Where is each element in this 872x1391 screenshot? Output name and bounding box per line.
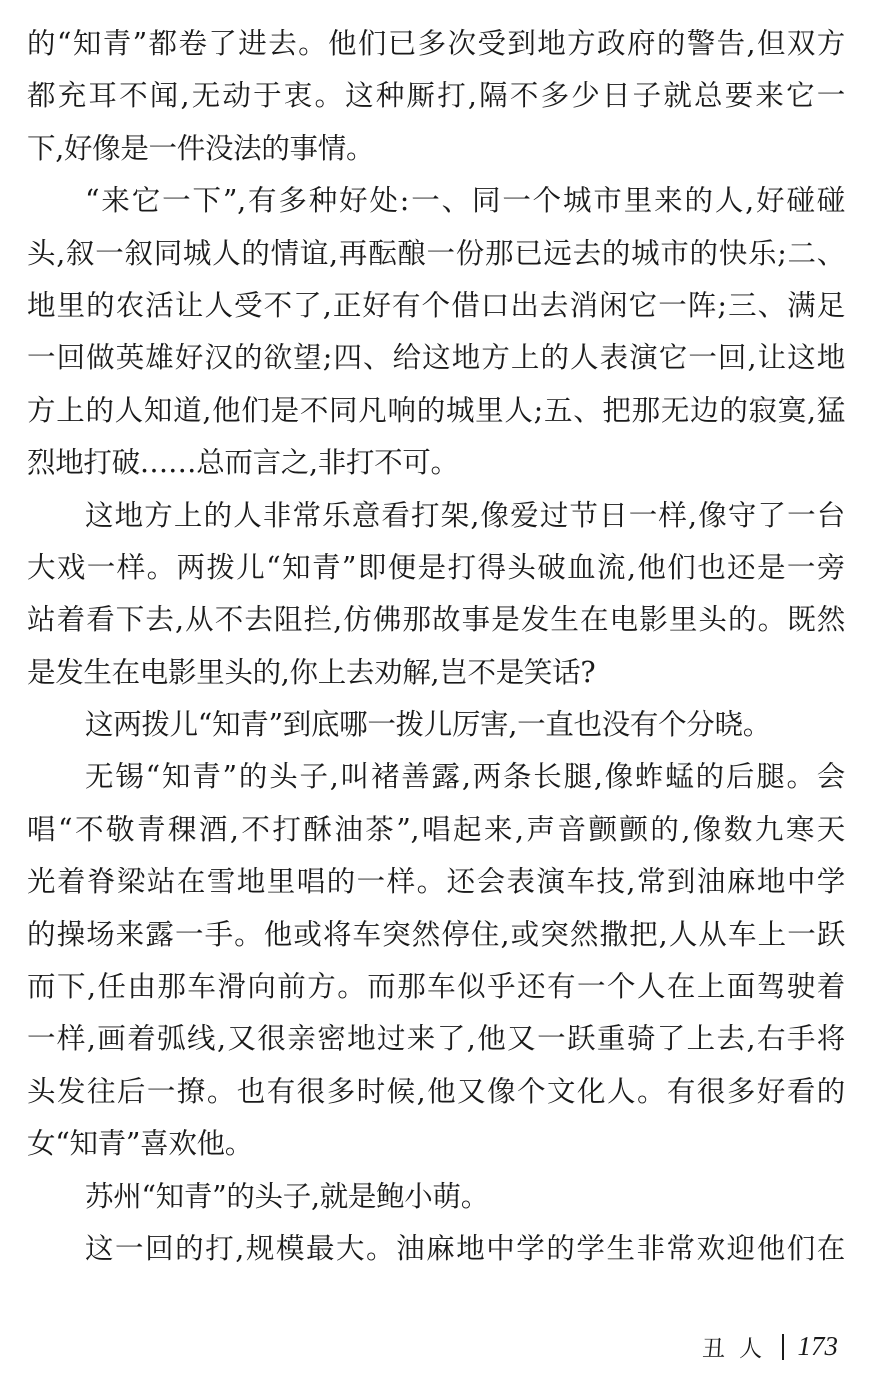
text-line: 这两拨儿“知青”到底哪一拨儿厉害,一直也没有个分晓。 [85, 708, 771, 742]
text-line: 是发生在电影里头的,你上去劝解,岂不是笑话? [27, 655, 596, 689]
page-body [27, 18, 845, 1275]
text-line: 这地方上的人非常乐意看打架,像爱过节日一样,像守了一台 [85, 498, 845, 532]
text-line: 苏州“知青”的头子,就是鲍小萌。 [85, 1179, 489, 1213]
text-line: 地里的农活让人受不了,正好有个借口出去消闲它一阵;三、满足 [27, 288, 845, 322]
text-line: 头,叙一叙同城人的情谊,再酝酿一份那已远去的城市的快乐;二、 [27, 236, 845, 270]
text-line: 大戏一样。两拨儿“知青”即便是打得头破血流,他们也还是一旁 [27, 550, 845, 584]
text-line: 一回做英雄好汉的欲望;四、给这地方上的人表演它一回,让这地 [27, 341, 845, 375]
text-line: 都充耳不闻,无动于衷。这种厮打,隔不多少日子就总要来它一 [27, 79, 845, 113]
text-line: 烈地打破……总而言之,非打不可。 [27, 446, 459, 480]
text-line: 下,好像是一件没法的事情。 [27, 131, 375, 165]
text-line: 而下,任由那车滑向前方。而那车似乎还有一个人在上面驾驶着 [27, 970, 845, 1004]
text-line: 光着脊梁站在雪地里唱的一样。还会表演车技,常到油麻地中学 [27, 865, 845, 899]
page-footer [702, 1330, 838, 1363]
text-line: 这一回的打,规模最大。油麻地中学的学生非常欢迎他们在 [85, 1231, 845, 1265]
text-line: “来它一下”,有多种好处:一、同一个城市里来的人,好碰碰 [85, 184, 845, 218]
text-line: 方上的人知道,他们是不同凡响的城里人;五、把那无边的寂寞,猛 [27, 393, 845, 427]
text-line: 头发往后一撩。也有很多时候,他又像个文化人。有很多好看的 [27, 1074, 845, 1108]
text-line: 站着看下去,从不去阻拦,仿佛那故事是发生在电影里头的。既然 [27, 603, 845, 637]
text-line: 无锡“知青”的头子,叫褚善露,两条长腿,像蚱蜢的后腿。会 [85, 760, 845, 794]
text-line: 的“知青”都卷了进去。他们已多次受到地方政府的警告,但双方 [27, 27, 845, 60]
running-title: 丑人 [702, 1336, 776, 1362]
footer-divider [782, 1334, 784, 1360]
text-line: 唱“不敬青稞酒,不打酥油茶”,唱起来,声音颤颤的,像数九寒天 [27, 812, 845, 846]
page-number: 173 [797, 1331, 838, 1361]
text-line: 的操场来露一手。他或将车突然停住,或突然撒把,人从车上一跃 [27, 917, 845, 951]
text-line: 一样,画着弧线,又很亲密地过来了,他又一跃重骑了上去,右手将 [27, 1022, 845, 1056]
text-line: 女“知青”喜欢他。 [27, 1127, 253, 1161]
